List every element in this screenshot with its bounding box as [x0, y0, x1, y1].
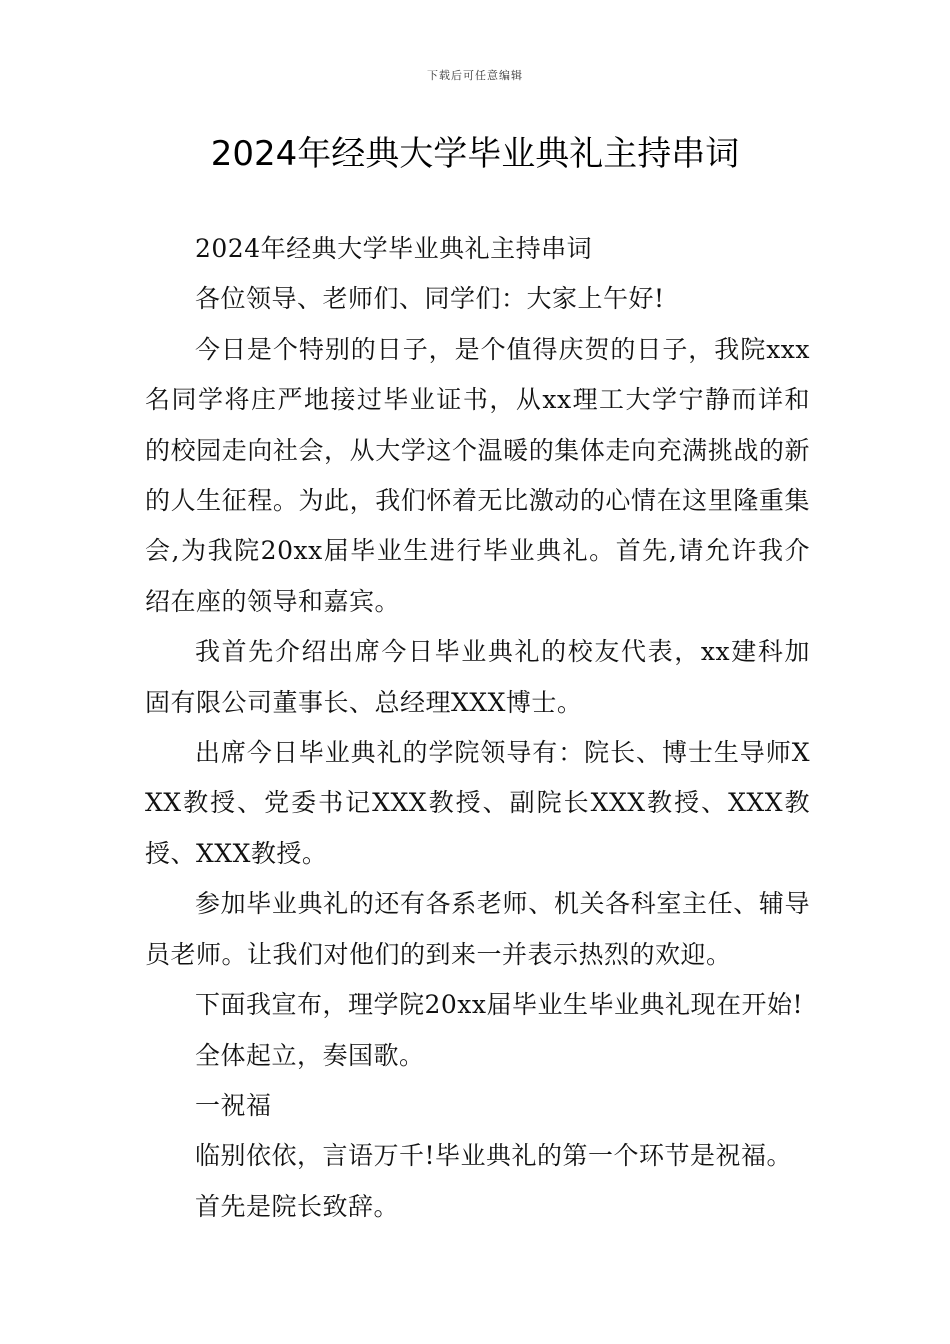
- document-title: 2024年经典大学毕业典礼主持串词: [210, 134, 740, 174]
- paragraph-anthem: 全体起立，奏国歌。: [195, 1040, 425, 1070]
- paragraph-teachers: 参加毕业典礼的还有各系老师、机关各科室主任、辅导员老师。让我们对他们的到来一并表示热烈的欢迎。: [145, 889, 810, 969]
- paragraph-leaders: 出席今日毕业典礼的学院领导有：院长、博士生导师XXX教授、党委书记XXX教授、副院长XXX教授、XXX教授、XXX教授。: [145, 738, 810, 868]
- section-heading-blessing: 一祝福: [195, 1090, 272, 1120]
- paragraph-greeting: 各位领导、老师们、同学们：大家上午好!: [195, 284, 665, 314]
- header-note: 下载后可任意编辑: [427, 69, 523, 82]
- paragraph-announcement: 下面我宣布，理学院20xx届毕业生毕业典礼现在开始!: [195, 990, 804, 1020]
- paragraph-alumni-intro: 我首先介绍出席今日毕业典礼的校友代表，xx建科加固有限公司董事长、总经理XXX博士。: [145, 637, 810, 717]
- document-body: [145, 224, 810, 1232]
- paragraph-subtitle: 2024年经典大学毕业典礼主持串词: [195, 234, 593, 263]
- paragraph-blessing: 临别依依，言语万千!毕业典礼的第一个环节是祝福。: [195, 1141, 793, 1171]
- paragraph-opening: 今日是个特别的日子，是个值得庆贺的日子，我院xxx名同学将庄严地接过毕业证书，从xx理工大学宁静而详和的校园走向社会，从大学这个温暖的集体走向充满挑战的新的人生征程。为此，我们怀着无比激动的心情在这里隆重集会,为我院20xx届毕业生进行毕业典礼。首先,请允许我介绍在座的领导和嘉宾。: [145, 334, 810, 616]
- paragraph-dean-speech: 首先是院长致辞。: [195, 1191, 400, 1221]
